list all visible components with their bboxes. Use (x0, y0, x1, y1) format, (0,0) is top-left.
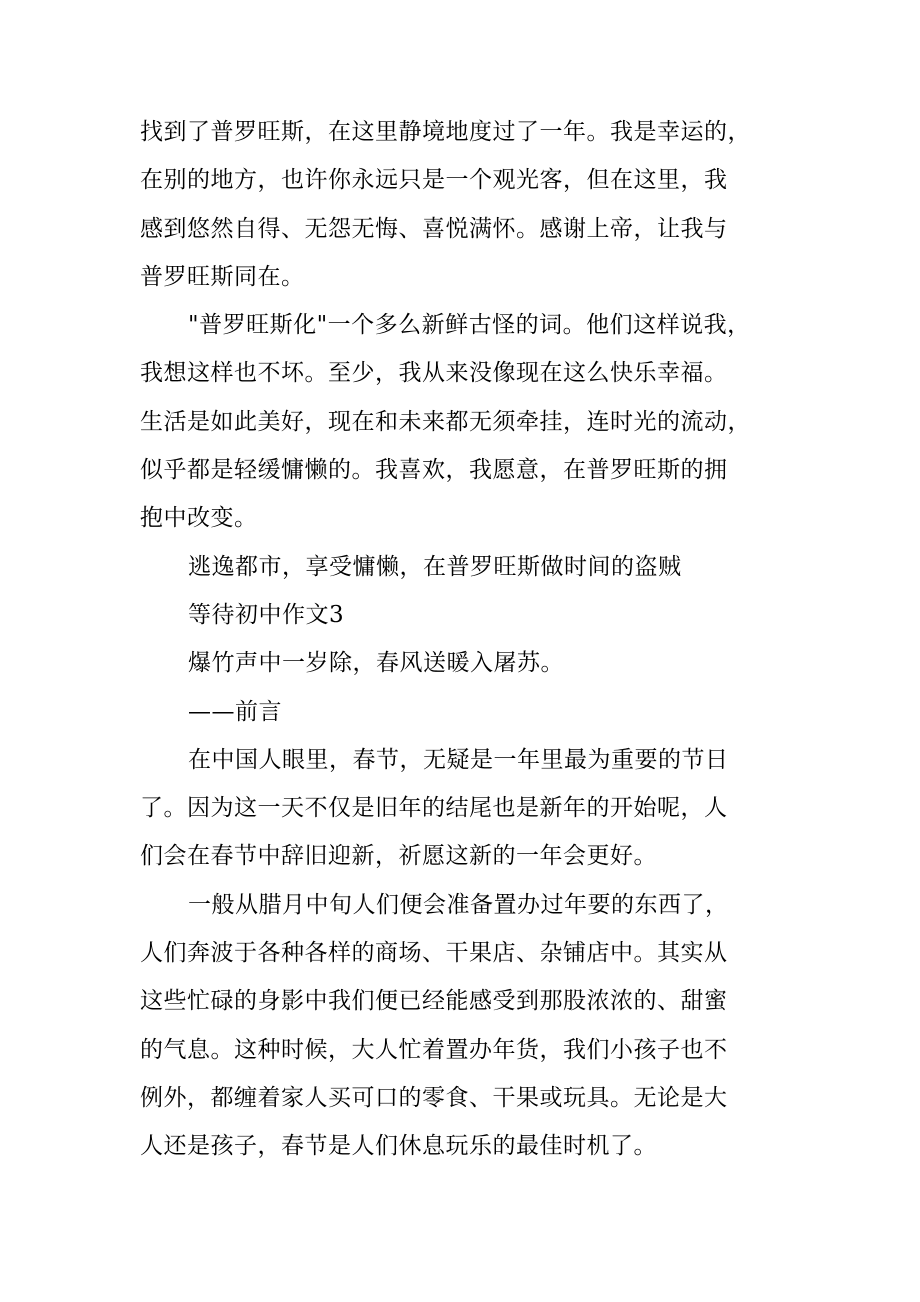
text-line: 在别的地方，也许你永远只是一个观光客，但在这里，我 (140, 167, 728, 194)
text-line: 我想这样也不坏。至少，我从来没像现在这么快乐幸福。 (140, 360, 728, 387)
epigraph-attribution: ——前言 (188, 698, 282, 725)
text-line: 了。因为这一天不仅是旧年的结尾也是新年的开始呢，人 (140, 795, 728, 822)
text-line: 例外，都缠着家人买可口的零食、干果或玩具。无论是大 (140, 1084, 728, 1111)
text-line: 感到悠然自得、无怨无悔、喜悦满怀。感谢上帝，让我与 (140, 215, 728, 242)
text-line: 找到了普罗旺斯，在这里静境地度过了一年。我是幸运的， (140, 119, 751, 145)
text-line: "普罗旺斯化"一个多么新鲜古怪的词。他们这样说我， (188, 312, 751, 339)
text-line: 人还是孩子，春节是人们休息玩乐的最佳时机了。 (140, 1133, 657, 1160)
text-line: 一般从腊月中旬人们便会准备置办过年要的东西了， (188, 891, 729, 918)
text-line: 在中国人眼里，春节，无疑是一年里最为重要的节日 (188, 746, 729, 773)
text-line: 生活是如此美好，现在和未来都无须牵挂，连时光的流动， (140, 408, 751, 435)
text-line: 们会在春节中辞旧迎新，祈愿这新的一年会更好。 (140, 843, 657, 870)
text-line: 抱中改变。 (140, 505, 258, 532)
text-line: 的气息。这种时候，大人忙着置办年货，我们小孩子也不 (140, 1036, 728, 1063)
text-line: 普罗旺斯同在。 (140, 263, 305, 290)
text-line: 人们奔波于各种各样的商场、干果店、杂铺店中。其实从 (140, 940, 728, 967)
document-body (140, 108, 780, 1171)
text-line: 这些忙碌的身影中我们便已经能感受到那股浓浓的、甜蜜 (140, 988, 728, 1015)
text-line: 似乎都是轻缓慵懒的。我喜欢，我愿意，在普罗旺斯的拥 (140, 457, 728, 484)
epigraph-line: 爆竹声中一岁除，春风送暖入屠苏。 (188, 650, 564, 677)
subtitle-line: 逃逸都市，享受慵懒，在普罗旺斯做时间的盗贼 (188, 553, 682, 580)
section-title: 等待初中作文3 (188, 601, 345, 628)
